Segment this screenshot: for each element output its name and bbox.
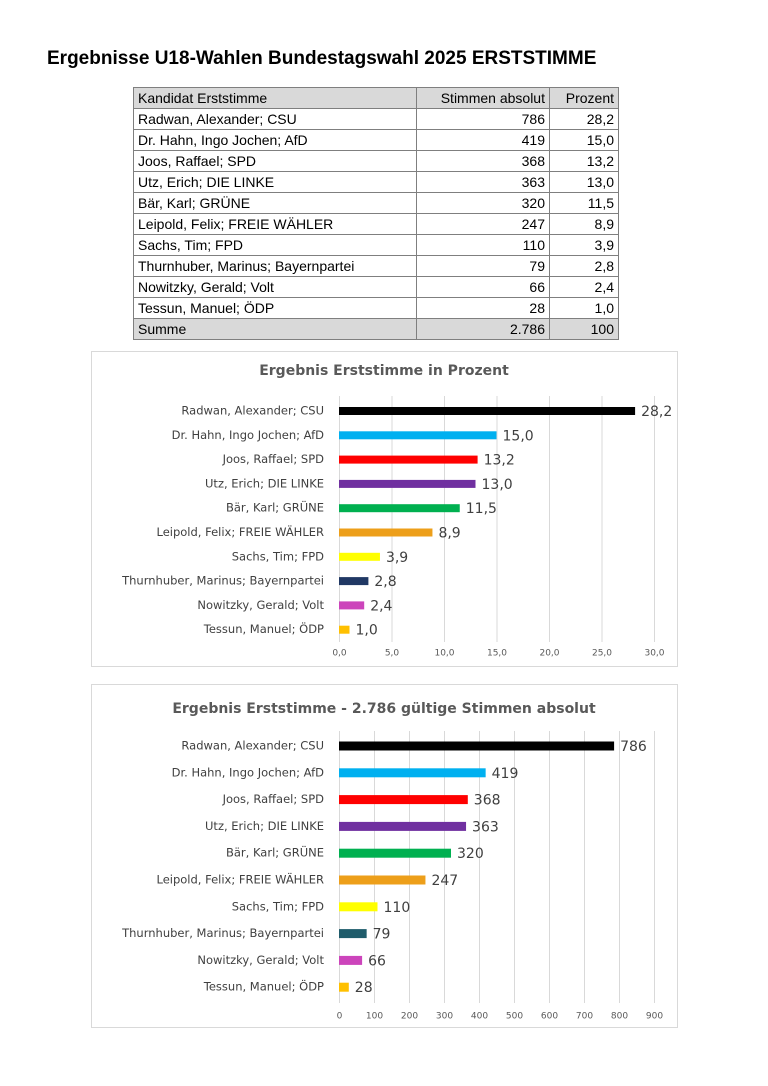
category-label: Nowitzky, Gerald; Volt — [197, 952, 324, 967]
bar — [339, 876, 425, 885]
category-label: Joos, Raffael; SPD — [222, 452, 324, 467]
data-label: 13,2 — [483, 452, 515, 469]
cell-candidate: Leipold, Felix; FREIE WÄHLER — [134, 214, 417, 235]
bar — [339, 431, 497, 439]
table-row — [134, 256, 619, 277]
bar — [339, 929, 367, 938]
table-row — [134, 298, 619, 319]
bar — [339, 849, 451, 858]
data-label: 8,9 — [438, 525, 461, 542]
x-tick-label: 800 — [610, 1011, 629, 1022]
data-label: 2,8 — [374, 574, 397, 591]
sum-label: Summe — [134, 319, 417, 340]
cell-candidate: Thurnhuber, Marinus; Bayernpartei — [134, 256, 417, 277]
x-tick-label: 0,0 — [332, 648, 347, 659]
category-label: Thurnhuber, Marinus; Bayernpartei — [122, 926, 324, 941]
x-tick-label: 200 — [400, 1011, 419, 1022]
bar — [339, 407, 635, 415]
data-label: 13,0 — [481, 476, 513, 493]
header-candidate: Kandidat Erststimme — [134, 88, 417, 109]
category-label: Radwan, Alexander; CSU — [181, 738, 324, 753]
cell-votes: 368 — [417, 151, 550, 172]
cell-candidate: Bär, Karl; GRÜNE — [134, 193, 417, 214]
table-header-row — [134, 88, 619, 109]
category-label: Bär, Karl; GRÜNE — [225, 845, 324, 860]
percent-chart — [91, 351, 678, 667]
chart-title: Ergebnis Erststimme - 2.786 gültige Stimmen absolut — [172, 701, 596, 717]
data-label: 11,5 — [465, 501, 497, 518]
table-row — [134, 172, 619, 193]
header-percent: Prozent — [550, 88, 619, 109]
chart-title: Ergebnis Erststimme in Prozent — [259, 363, 509, 379]
cell-candidate: Utz, Erich; DIE LINKE — [134, 172, 417, 193]
bar — [339, 504, 460, 512]
data-label: 368 — [473, 792, 501, 809]
cell-percent: 2,4 — [550, 277, 619, 298]
data-label: 247 — [431, 873, 459, 889]
cell-candidate: Joos, Raffael; SPD — [134, 151, 417, 172]
category-label: Joos, Raffael; SPD — [222, 792, 324, 807]
bar — [339, 956, 362, 965]
category-label: Utz, Erich; DIE LINKE — [205, 818, 324, 833]
x-tick-label: 25,0 — [591, 648, 613, 659]
cell-percent: 1,0 — [550, 298, 619, 319]
data-label: 110 — [383, 899, 411, 916]
x-tick-label: 100 — [365, 1011, 384, 1022]
table-row — [134, 277, 619, 298]
data-label: 28,2 — [641, 404, 673, 420]
cell-votes: 79 — [417, 256, 550, 277]
cell-votes: 363 — [417, 172, 550, 193]
x-tick-label: 30,0 — [644, 648, 665, 659]
category-label: Tessun, Manuel; ÖDP — [203, 622, 324, 637]
cell-candidate: Radwan, Alexander; CSU — [134, 109, 417, 130]
table-row — [134, 235, 619, 256]
bar — [339, 553, 380, 561]
cell-votes: 419 — [417, 130, 550, 151]
cell-percent: 28,2 — [550, 109, 619, 130]
cell-votes: 786 — [417, 109, 550, 130]
absolute-chart-svg — [92, 685, 677, 1027]
data-label: 419 — [491, 765, 519, 782]
x-tick-label: 0 — [336, 1011, 343, 1022]
table-row — [134, 193, 619, 214]
data-label: 15,0 — [502, 428, 534, 445]
table-body — [134, 109, 619, 340]
category-label: Leipold, Felix; FREIE WÄHLER — [156, 525, 324, 539]
x-tick-label: 600 — [540, 1011, 559, 1022]
sum-votes: 2.786 — [417, 319, 550, 340]
bar — [339, 577, 368, 585]
data-label: 1,0 — [355, 622, 378, 639]
cell-candidate: Nowitzky, Gerald; Volt — [134, 277, 417, 298]
category-label: Bär, Karl; GRÜNE — [225, 500, 324, 515]
x-tick-label: 400 — [470, 1011, 489, 1022]
header-votes: Stimmen absolut — [417, 88, 550, 109]
table-row — [134, 109, 619, 130]
category-label: Utz, Erich; DIE LINKE — [205, 476, 324, 491]
data-label: 320 — [457, 846, 484, 863]
data-label: 786 — [620, 739, 647, 755]
cell-percent: 2,8 — [550, 256, 619, 277]
data-label: 3,9 — [385, 549, 409, 566]
cell-votes: 320 — [417, 193, 550, 214]
x-tick-label: 15,0 — [486, 648, 508, 659]
category-label: Sachs, Tim; FPD — [231, 899, 324, 914]
cell-candidate: Sachs, Tim; FPD — [134, 235, 417, 256]
percent-chart-svg — [92, 352, 677, 666]
category-label: Tessun, Manuel; ÖDP — [203, 979, 324, 994]
cell-percent: 13,2 — [550, 151, 619, 172]
cell-percent: 11,5 — [550, 193, 619, 214]
x-tick-label: 300 — [435, 1011, 454, 1022]
bar — [339, 601, 364, 609]
table-row — [134, 151, 619, 172]
category-label: Nowitzky, Gerald; Volt — [197, 597, 324, 612]
bar — [339, 742, 614, 751]
cell-votes: 110 — [417, 235, 550, 256]
x-tick-label: 900 — [645, 1011, 664, 1022]
cell-candidate: Tessun, Manuel; ÖDP — [134, 298, 417, 319]
bar — [339, 795, 468, 804]
cell-percent: 8,9 — [550, 214, 619, 235]
results-table — [133, 87, 619, 340]
cell-votes: 247 — [417, 214, 550, 235]
table-row — [134, 130, 619, 151]
bar — [339, 626, 350, 634]
cell-votes: 66 — [417, 277, 550, 298]
bar — [339, 456, 478, 464]
cell-percent: 13,0 — [550, 172, 619, 193]
category-label: Dr. Hahn, Ingo Jochen; AfD — [171, 765, 324, 780]
x-tick-label: 20,0 — [539, 648, 560, 659]
cell-candidate: Dr. Hahn, Ingo Jochen; AfD — [134, 130, 417, 151]
cell-votes: 28 — [417, 298, 550, 319]
absolute-chart — [91, 684, 678, 1028]
sum-percent: 100 — [550, 319, 619, 340]
bar — [339, 822, 466, 831]
x-tick-label: 700 — [575, 1011, 594, 1022]
x-tick-label: 5,0 — [384, 648, 400, 659]
category-label: Dr. Hahn, Ingo Jochen; AfD — [171, 427, 324, 442]
data-label: 79 — [372, 926, 391, 943]
category-label: Radwan, Alexander; CSU — [181, 403, 324, 418]
data-label: 2,4 — [370, 598, 393, 615]
cell-percent: 15,0 — [550, 130, 619, 151]
data-label: 363 — [472, 819, 499, 836]
bar — [339, 768, 486, 777]
bar — [339, 480, 476, 488]
data-label: 28 — [354, 980, 373, 997]
cell-percent: 3,9 — [550, 235, 619, 256]
category-label: Thurnhuber, Marinus; Bayernpartei — [122, 573, 324, 588]
data-label: 66 — [368, 953, 386, 970]
bar — [339, 902, 378, 911]
category-label: Leipold, Felix; FREIE WÄHLER — [156, 872, 324, 887]
page-title: Ergebnisse U18-Wahlen Bundestagswahl 2025 ERSTSTIMME — [47, 48, 597, 69]
table-row — [134, 214, 619, 235]
x-tick-label: 10,0 — [434, 648, 455, 659]
category-label: Sachs, Tim; FPD — [231, 549, 324, 564]
x-tick-label: 500 — [505, 1011, 524, 1022]
bar — [339, 983, 349, 992]
bar — [339, 529, 432, 537]
table-sum-row — [134, 319, 619, 340]
